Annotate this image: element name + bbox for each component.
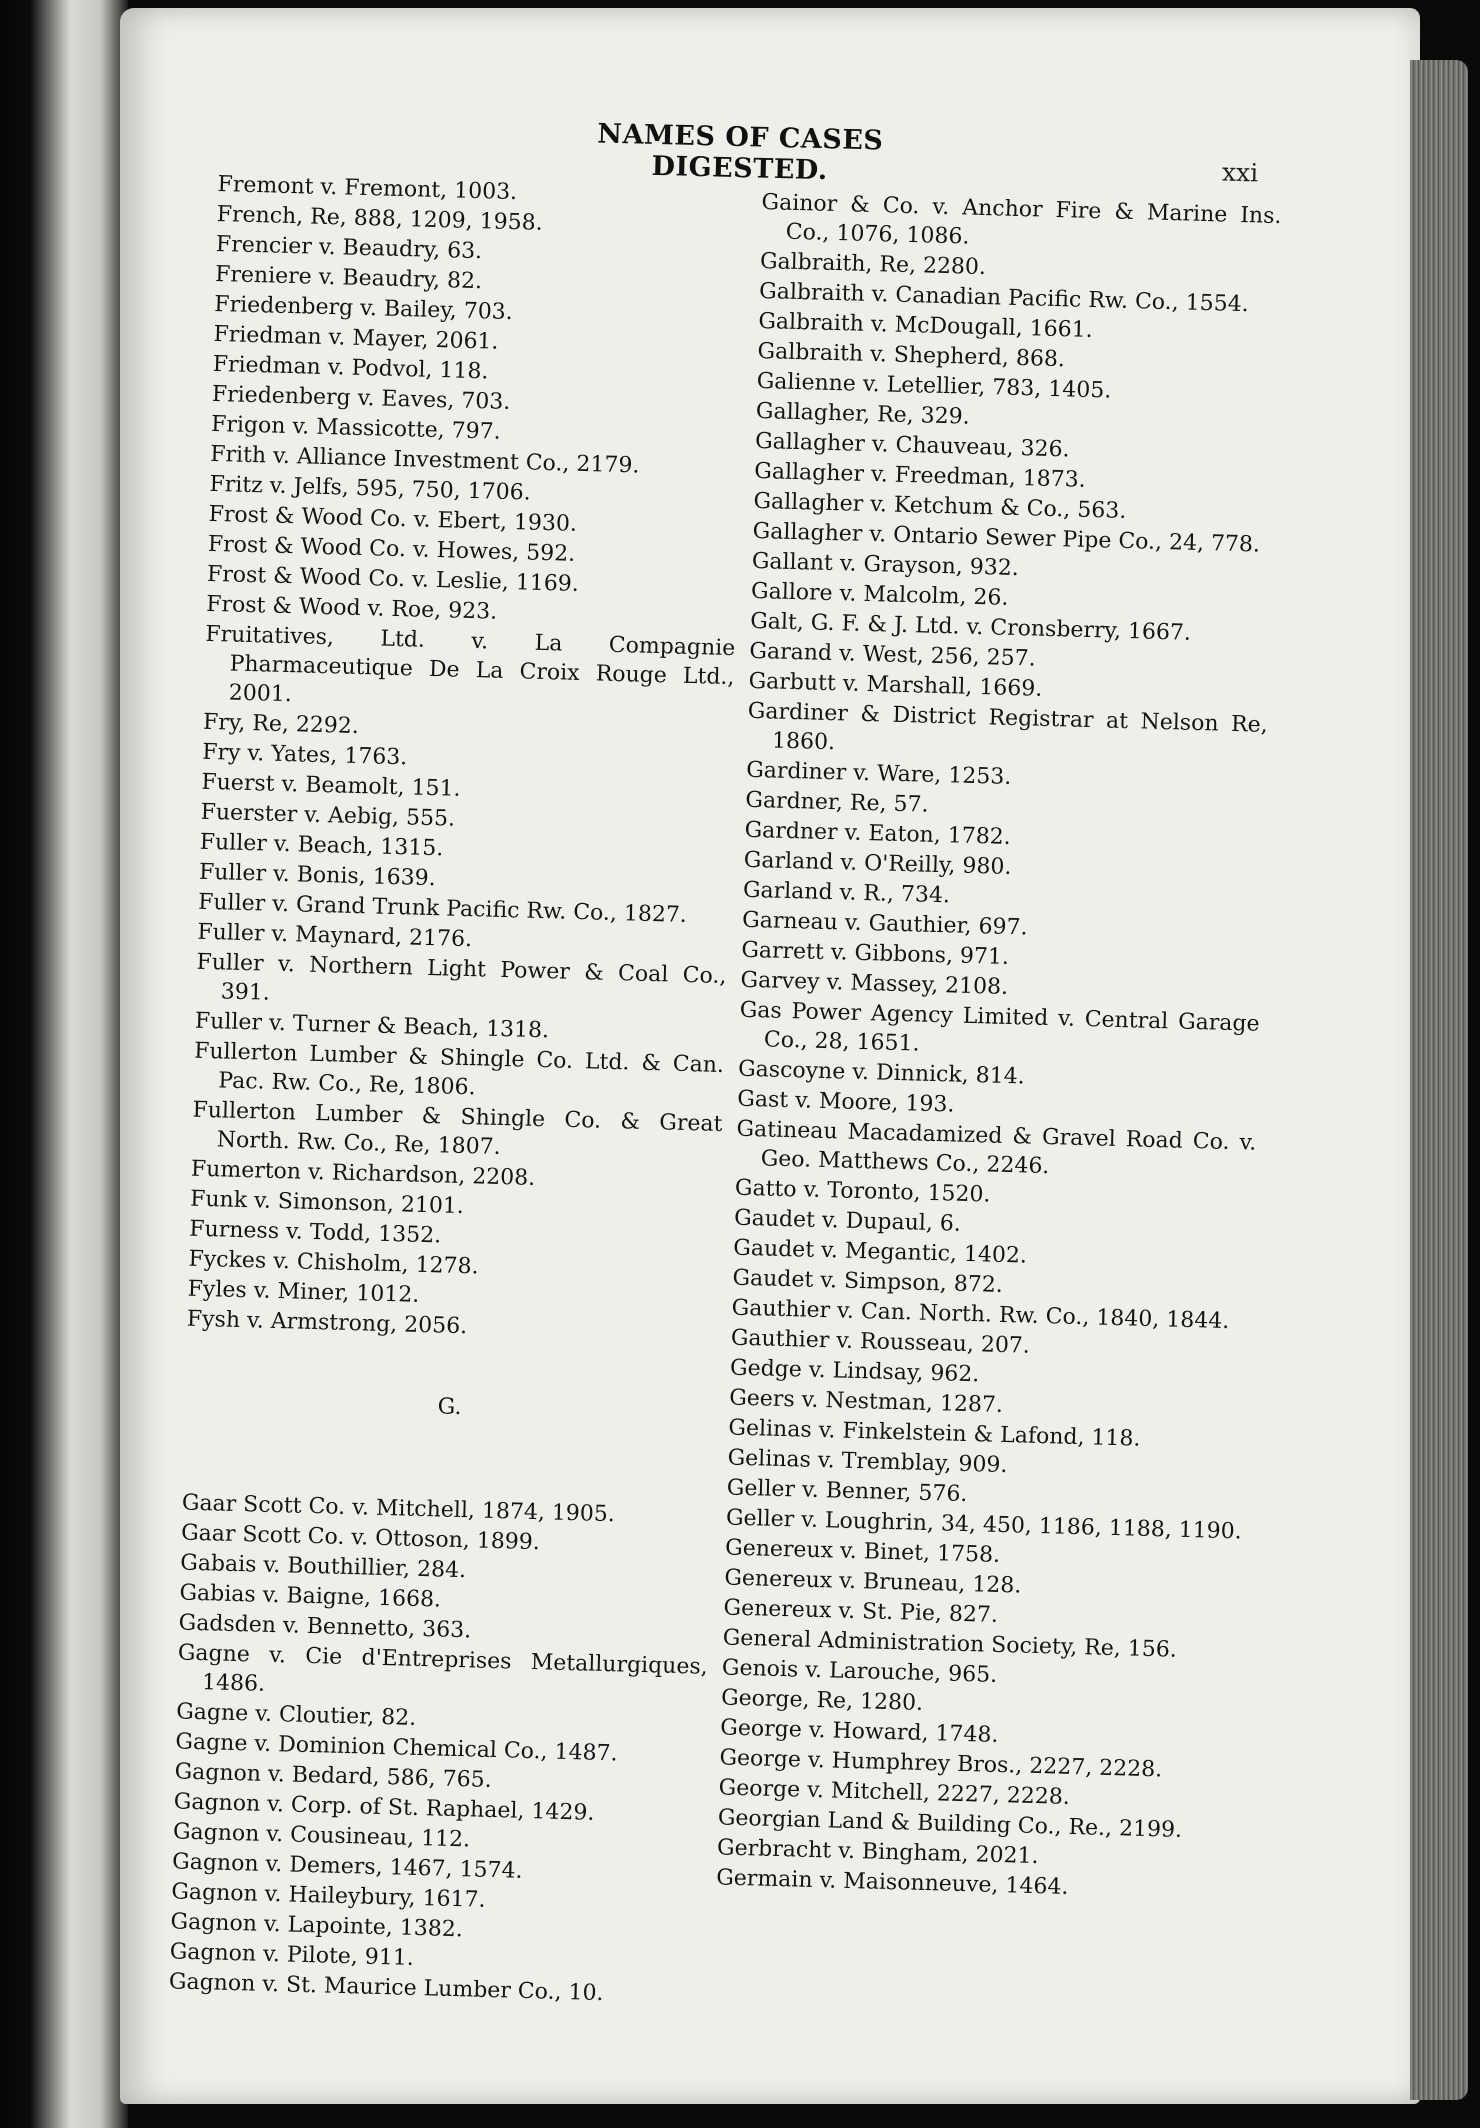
case-entry: Gelinas v. Tremblay, 909. xyxy=(727,1445,1008,1479)
case-entry: Fry v. Yates, 1763. xyxy=(201,739,408,771)
left-column xyxy=(169,170,748,2012)
case-entry: Gauthier v. Can. North. Rw. Co., 1840, 1844. xyxy=(731,1295,1230,1335)
case-entry: Gedge v. Lindsay, 962. xyxy=(729,1355,980,1388)
case-entry: Fyles v. Miner, 1012. xyxy=(187,1276,420,1308)
case-entry: Gagnon v. Demers, 1467, 1574. xyxy=(171,1849,523,1884)
case-entry: Friedenberg v. Bailey, 703. xyxy=(214,291,514,326)
case-entry: Gatto v. Toronto, 1520. xyxy=(734,1175,991,1208)
case-entry: George v. Humphrey Bros., 2227, 2228. xyxy=(719,1745,1163,1783)
entries-right-list xyxy=(716,188,1282,1906)
case-entry: Frigon v. Massicotte, 797. xyxy=(210,411,501,445)
page-number: xxi xyxy=(1221,157,1259,188)
case-entry: Garrett v. Gibbons, 971. xyxy=(741,937,1010,970)
case-entry: Freniere v. Beaudry, 82. xyxy=(214,261,483,295)
case-entry: Fuller v. Grand Trunk Pacific Rw. Co., 1827. xyxy=(197,889,688,928)
case-entry: Gagnon v. Corp. of St. Raphael, 1429. xyxy=(173,1789,595,1826)
page-edges xyxy=(1410,60,1468,2100)
case-entry: Galt, G. F. & J. Ltd. v. Cronsberry, 1667. xyxy=(749,608,1192,646)
case-entry: Geller v. Benner, 576. xyxy=(726,1475,968,1508)
case-entry: Gallagher, Re, 329. xyxy=(755,398,971,430)
case-entry: Gascoyne v. Dinnick, 814. xyxy=(737,1056,1026,1090)
case-entry: Geers v. Nestman, 1287. xyxy=(728,1385,1004,1418)
case-entry: French, Re, 888, 1209, 1958. xyxy=(216,201,543,236)
case-entry: Friedman v. Podvol, 118. xyxy=(212,351,489,385)
case-entry: Gauthier v. Rousseau, 207. xyxy=(730,1325,1031,1359)
case-entry: Fry, Re, 2292. xyxy=(202,709,360,740)
case-entry: Fritz v. Jelfs, 595, 750, 1706. xyxy=(209,471,531,506)
case-entry: Gallagher v. Chauveau, 326. xyxy=(754,428,1070,463)
case-entry: George v. Howard, 1748. xyxy=(719,1715,999,1748)
case-entry: Fumerton v. Richardson, 2208. xyxy=(190,1156,536,1191)
section-letter-g: G. xyxy=(437,1394,462,1421)
entries-g-list xyxy=(169,1489,713,2011)
case-entry: Garneau v. Gauthier, 697. xyxy=(741,907,1028,941)
case-entry: Frost & Wood Co. v. Ebert, 1930. xyxy=(208,501,578,537)
case-entry: Gagne v. Dominion Chemical Co., 1487. xyxy=(175,1729,618,1767)
case-entry: Gabais v. Bouthillier, 284. xyxy=(179,1550,467,1584)
case-entry: Fullerton Lumber & Shingle Co. Ltd. & Can. Pac. Rw. Co., Re, 1806. xyxy=(193,1038,725,1101)
case-entry: Gerbracht v. Bingham, 2021. xyxy=(716,1835,1039,1870)
case-entry: Gabias v. Baigne, 1668. xyxy=(179,1580,442,1613)
case-entry: Fullerton Lumber & Shingle Co. & Great North. Rw. Co., Re, 1807. xyxy=(192,1097,723,1160)
case-entry: Gagnon v. Lapointe, 1382. xyxy=(170,1909,464,1943)
case-entry: Germain v. Maisonneuve, 1464. xyxy=(715,1865,1069,1900)
case-entry: Garbutt v. Marshall, 1669. xyxy=(748,668,1043,702)
case-entry: Gaar Scott Co. v. Ottoson, 1899. xyxy=(180,1520,541,1556)
case-entry: Fremont v. Fremont, 1003. xyxy=(217,171,518,206)
case-entry: Galbraith, Re, 2280. xyxy=(759,248,987,281)
case-entry: Gagnon v. St. Maurice Lumber Co., 10. xyxy=(168,1969,604,2007)
case-entry: Gatineau Macadamized & Gravel Road Co. v. Geo. Matthews Co., 2246. xyxy=(736,1116,1257,1180)
case-entry: Geller v. Loughrin, 34, 450, 1186, 1188, 1190. xyxy=(725,1505,1243,1545)
case-entry: Genereux v. St. Pie, 827. xyxy=(723,1595,999,1628)
case-entry: Frost & Wood Co. v. Leslie, 1169. xyxy=(206,561,580,597)
case-entry: Gagne v. Cie d'Entreprises Metallurgiques, 1486. xyxy=(177,1640,709,1697)
case-entry: Galbraith v. Canadian Pacific Rw. Co., 1554. xyxy=(758,278,1249,318)
case-entry: Fyckes v. Chisholm, 1278. xyxy=(188,1246,479,1280)
entries-f-list xyxy=(187,170,748,1348)
case-entry: Fuller v. Northern Light Power & Coal Co., 391. xyxy=(196,949,727,1006)
book-spine xyxy=(0,0,128,2128)
case-entry: Gadsden v. Bennetto, 363. xyxy=(178,1610,472,1644)
case-entry: Garland v. R., 734. xyxy=(742,877,951,909)
case-entry: Friedman v. Mayer, 2061. xyxy=(213,321,499,355)
case-entry: Fuerst v. Beamolt, 151. xyxy=(201,769,461,802)
case-entry: Gallagher v. Ketchum & Co., 563. xyxy=(753,488,1127,524)
case-entry: Gagnon v. Pilote, 911. xyxy=(169,1939,415,1971)
page-title: NAMES OF CASES DIGESTED. xyxy=(596,118,884,187)
case-entry: George, Re, 1280. xyxy=(720,1685,924,1716)
case-entry: Gardiner v. Ware, 1253. xyxy=(745,757,1012,790)
case-entry: Gardner, Re, 57. xyxy=(745,787,929,818)
case-entry: Gainor & Co. v. Anchor Fire & Marine Ins. Co., 1076, 1086. xyxy=(761,189,1282,250)
case-entry: George v. Mitchell, 2227, 2228. xyxy=(718,1775,1071,1810)
case-entry: Galbraith v. McDougall, 1661. xyxy=(758,308,1094,343)
case-entry: Fuerster v. Aebig, 555. xyxy=(200,799,456,832)
case-entry: Georgian Land & Building Co., Re., 2199. xyxy=(717,1805,1183,1843)
case-entry: Gallagher v. Ontario Sewer Pipe Co., 24, 778. xyxy=(752,518,1261,558)
case-entry: Friedenberg v. Eaves, 703. xyxy=(211,381,511,415)
case-entry: Gelinas v. Finkelstein & Lafond, 118. xyxy=(728,1415,1141,1452)
case-entry: Garand v. West, 256, 257. xyxy=(749,638,1036,672)
case-entry: Garvey v. Massey, 2108. xyxy=(740,967,1009,1000)
case-entry: Fuller v. Bonis, 1639. xyxy=(198,859,436,892)
case-entry: Gaudet v. Dupaul, 6. xyxy=(733,1205,962,1237)
case-entry: Fuller v. Maynard, 2176. xyxy=(197,919,473,953)
case-entry: Frost & Wood Co. v. Howes, 592. xyxy=(207,531,576,567)
case-entry: Gallant v. Grayson, 932. xyxy=(751,548,1020,582)
case-entry: Gagne v. Cloutier, 82. xyxy=(175,1699,417,1731)
case-entry: Gagnon v. Cousineau, 112. xyxy=(172,1819,471,1853)
right-column xyxy=(716,188,1282,1907)
case-entry: Gast v. Moore, 193. xyxy=(737,1086,955,1118)
case-entry: Genereux v. Bruneau, 128. xyxy=(724,1565,1022,1599)
case-entry: Galbraith v. Shepherd, 868. xyxy=(757,338,1066,373)
case-entry: Gaar Scott Co. v. Mitchell, 1874, 1905. xyxy=(181,1490,616,1528)
case-entry: Gallore v. Malcolm, 26. xyxy=(750,578,1009,611)
case-entry: Fuller v. Turner & Beach, 1318. xyxy=(194,1008,550,1044)
case-entry: Garland v. O'Reilly, 980. xyxy=(743,847,1012,880)
case-entry: Frencier v. Beaudry, 63. xyxy=(215,231,483,265)
case-entry: Furness v. Todd, 1352. xyxy=(189,1216,442,1249)
case-entry: Gaudet v. Megantic, 1402. xyxy=(732,1235,1028,1269)
case-entry: Gagnon v. Bedard, 586, 765. xyxy=(174,1759,492,1793)
case-entry: Genois v. Larouche, 965. xyxy=(721,1655,998,1688)
case-entry: Galienne v. Letellier, 783, 1405. xyxy=(756,368,1112,404)
case-entry: Gaudet v. Simpson, 872. xyxy=(732,1265,1004,1298)
case-entry: Fuller v. Beach, 1315. xyxy=(199,829,444,862)
case-entry: Fysh v. Armstrong, 2056. xyxy=(186,1306,468,1340)
case-entry: Frost & Wood v. Roe, 923. xyxy=(205,591,498,625)
case-entry: Funk v. Simonson, 2101. xyxy=(189,1186,465,1220)
case-entry: Gardiner & District Registrar at Nelson Re, 1860. xyxy=(747,698,1268,756)
case-entry: Gardner v. Eaton, 1782. xyxy=(744,817,1012,850)
case-entry: Frith v. Alliance Investment Co., 2179. xyxy=(209,441,640,479)
case-entry: Fruitatives, Ltd. v. La Compagnie Pharmaceutique De La Croix Rouge Ltd., 2001. xyxy=(205,621,736,708)
case-entry: Gas Power Agency Limited v. Central Garage Co., 28, 1651. xyxy=(739,997,1260,1057)
case-entry: Gallagher v. Freedman, 1873. xyxy=(753,458,1087,493)
case-entry: General Administration Society, Re, 156. xyxy=(722,1625,1178,1663)
case-entry: Genereux v. Binet, 1758. xyxy=(724,1535,1001,1568)
case-entry: Gagnon v. Haileybury, 1617. xyxy=(171,1879,486,1913)
